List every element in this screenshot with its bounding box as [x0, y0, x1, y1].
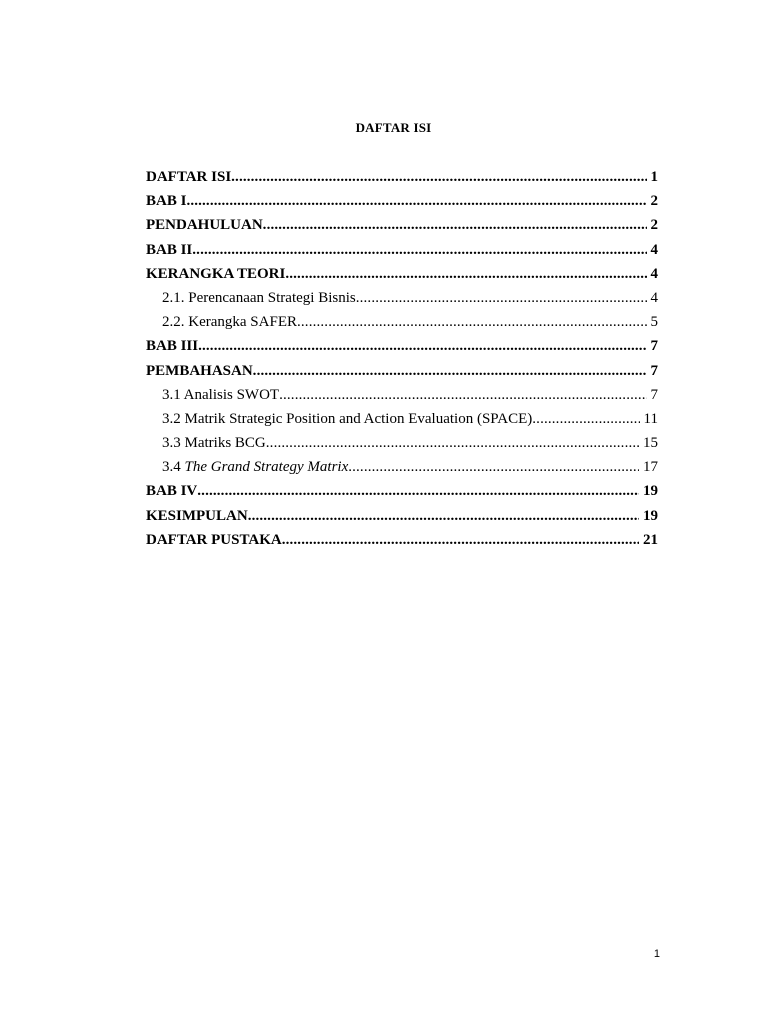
toc-entry-label: 3.1 Analisis SWOT — [162, 386, 280, 403]
toc-entry-label: BAB I — [146, 193, 187, 210]
toc-entry — [146, 165, 658, 189]
toc-entry — [146, 334, 658, 358]
dot-leader — [186, 189, 646, 213]
table-of-contents — [146, 165, 658, 552]
toc-entry — [146, 189, 658, 213]
dot-leader — [348, 455, 639, 479]
dot-leader — [231, 165, 646, 189]
toc-entry-label: 2.2. Kerangka SAFER — [162, 314, 297, 331]
toc-entry-page: 2 — [650, 193, 658, 210]
toc-subentry — [146, 407, 658, 431]
dot-leader — [532, 407, 639, 431]
toc-entry-page: 19 — [643, 507, 658, 524]
toc-subentry — [146, 431, 658, 455]
toc-entry-page: 7 — [650, 362, 658, 379]
toc-entry — [146, 359, 658, 383]
toc-entry-page: 7 — [650, 386, 658, 403]
toc-entry — [146, 262, 658, 286]
toc-entry-italic-title: The Grand Strategy Matrix — [184, 459, 349, 476]
toc-entry-label: 3.3 Matriks BCG — [162, 435, 266, 452]
dot-leader — [279, 383, 646, 407]
dot-leader — [285, 262, 646, 286]
toc-entry — [146, 504, 658, 528]
toc-entry-label: DAFTAR PUSTAKA — [146, 531, 282, 548]
toc-entry-label: DAFTAR ISI — [146, 169, 232, 185]
dot-leader — [282, 528, 639, 552]
toc-entry-page: 19 — [643, 483, 658, 500]
dot-leader — [197, 479, 639, 503]
toc-subentry — [146, 383, 658, 407]
toc-entry-label: KERANGKA TEORI — [146, 265, 286, 282]
toc-entry-page: 15 — [643, 435, 658, 452]
toc-entry-page: 4 — [650, 289, 658, 306]
toc-entry-page: 17 — [643, 459, 658, 476]
dot-leader — [198, 334, 646, 358]
toc-entry-page: 1 — [650, 169, 658, 185]
toc-entry-page: 11 — [643, 410, 658, 427]
toc-entry-page: 4 — [650, 265, 658, 282]
toc-entry-label: BAB II — [146, 241, 193, 258]
toc-subentry — [146, 310, 658, 334]
dot-leader — [297, 310, 647, 334]
toc-entry-label: 3.2 Matrik Strategic Position and Action Evaluation (SPACE) — [162, 410, 533, 427]
toc-entry-number: 3.4 — [162, 459, 181, 476]
toc-entry — [146, 213, 658, 237]
toc-entry — [146, 479, 658, 503]
page-title: DAFTAR ISI — [355, 120, 432, 135]
toc-entry-label: PENDAHULUAN — [146, 217, 263, 234]
toc-subentry — [146, 286, 658, 310]
toc-entry-label-group — [162, 455, 348, 479]
toc-entry-page: 21 — [643, 531, 658, 548]
page-number: 1 — [653, 948, 660, 960]
toc-entry-label: 2.1. Perencanaan Strategi Bisnis — [162, 289, 356, 306]
dot-leader — [192, 238, 646, 262]
toc-entry — [146, 528, 658, 552]
toc-entry-label: KESIMPULAN — [146, 507, 248, 524]
dot-leader — [248, 504, 639, 528]
toc-entry-page: 2 — [650, 217, 658, 234]
dot-leader — [266, 431, 639, 455]
dot-leader — [263, 213, 647, 237]
toc-subentry — [146, 455, 658, 479]
toc-entry — [146, 238, 658, 262]
toc-entry-label: PEMBAHASAN — [146, 362, 253, 379]
toc-entry-label: BAB III — [146, 338, 199, 355]
toc-entry-page: 5 — [650, 314, 658, 331]
toc-entry-page: 4 — [650, 241, 658, 258]
toc-entry-label: BAB IV — [146, 483, 198, 500]
dot-leader — [356, 286, 647, 310]
toc-entry-page: 7 — [650, 338, 658, 355]
dot-leader — [253, 359, 647, 383]
